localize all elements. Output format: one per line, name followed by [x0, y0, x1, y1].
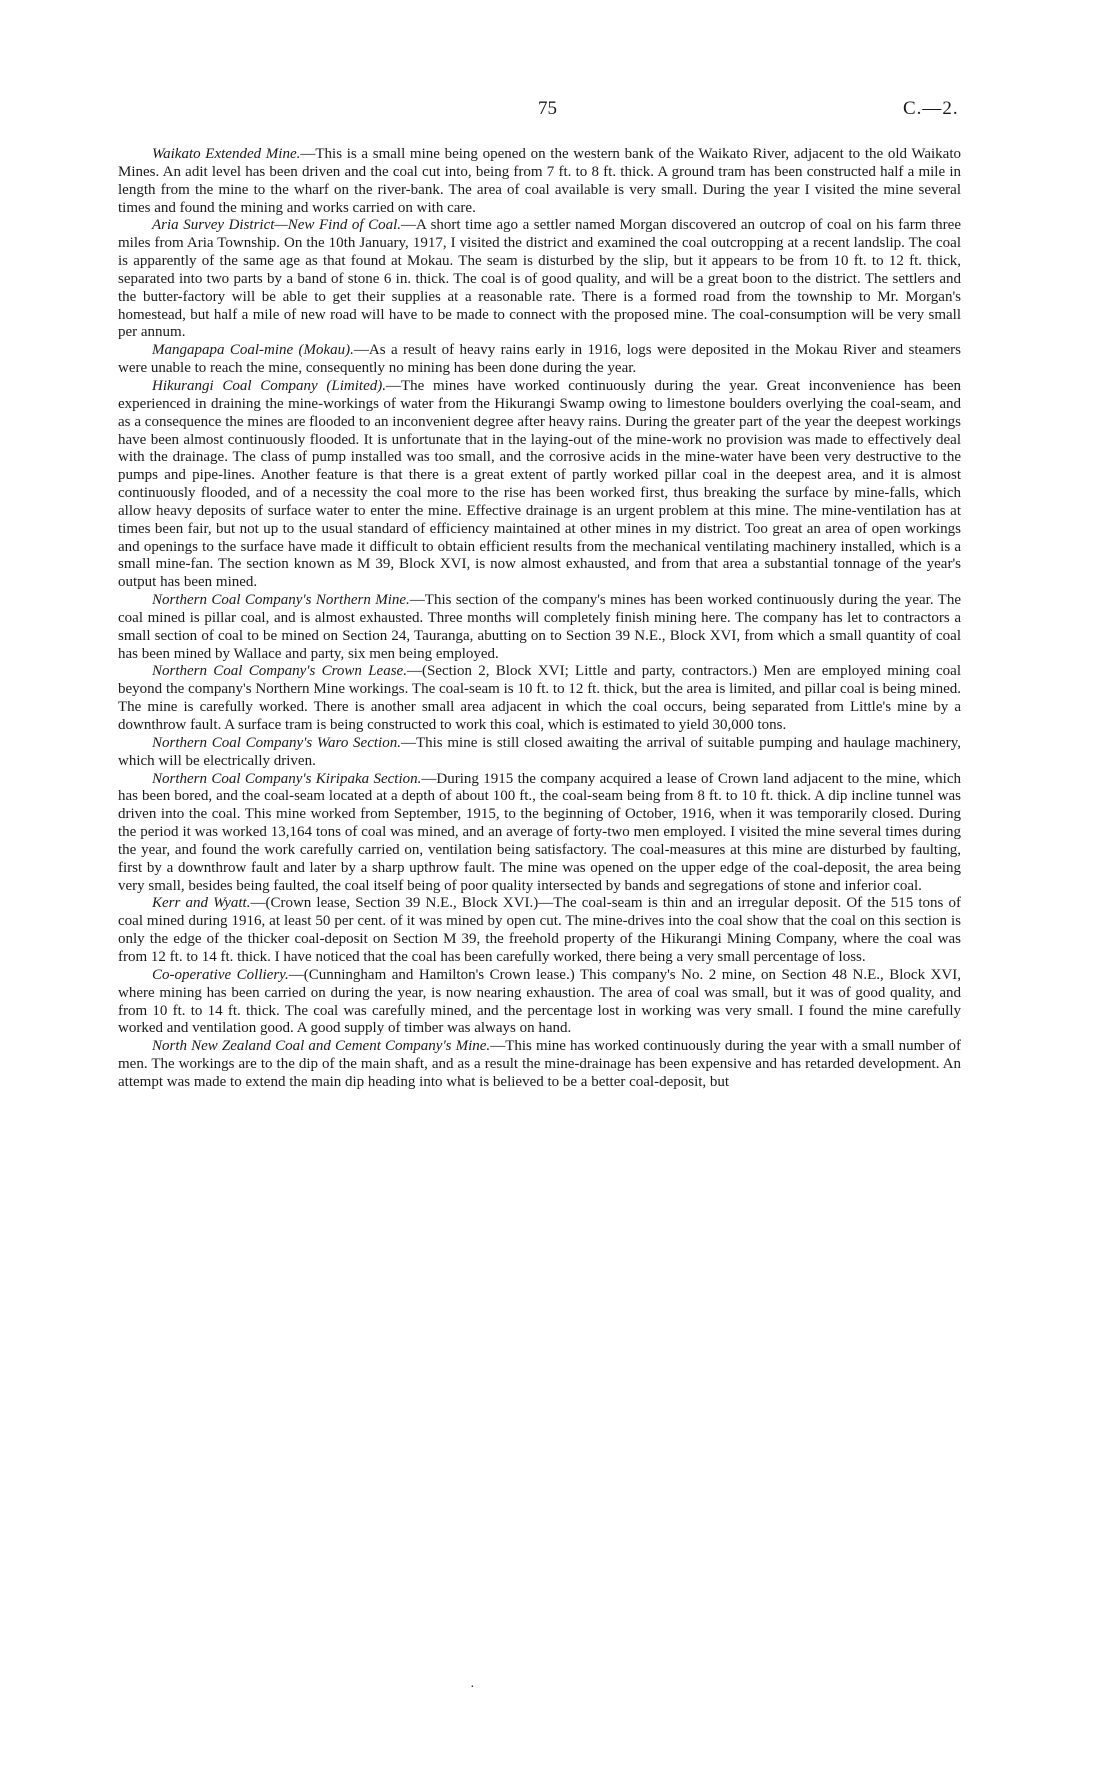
paragraph-aria-survey-district: [118, 217, 961, 342]
paragraph-text: —This section of the company's mines has been worked continuously during the year. The coal mined is pillar coal, and is almost exhausted. Three months will completely finish mining here. The company has let to contractors a small section of coal to be mined on Section 24, Tauranga, abutting on to Section 39 N.E., Block XVI, from which a small quantity of coal has been mined by Wallace and party, six men being employed.: [118, 592, 961, 662]
paragraph-text: —(Cunningham and Hamilton's Crown lease.) This company's No. 2 mine, on Section 48 N.E., Block XVI, where mining has been carried on during the year, is now nearing exhaustion. The area of coal was small, but it was of good quality, and from 10 ft. to 14 ft. thick. The coal was carefully mined, and the percentage lost in working was very small. I found the mine carefully worked and ventilation good. A good supply of timber was always on hand.: [118, 966, 961, 1037]
paragraph-heading: Aria Survey District—New Find of Coal.: [152, 217, 402, 234]
paragraph-heading: Waikato Extended Mine.: [152, 146, 301, 162]
document-reference: C.—2.: [903, 98, 959, 119]
paragraph-heading: Mangapapa Coal-mine (Mokau).: [152, 342, 354, 359]
paragraph-text: —This mine has worked continuously during the year with a small number of men. The workings are to the dip of the main shaft, and as a result the mine-drainage has been expensive and has retarded development. An attempt was made to extend the main dip heading into what is believed to be a better coal-deposit, but: [118, 1038, 962, 1090]
paragraph-text: —This is a small mine being opened on the western bank of the Waikato River, adjacent to the old Waikato Mines. An adit level has been driven and the coal cut into, being from 7 ft. to 8 ft. thick. A ground tram has been constructed half a mile in length from the mine to the wharf on the river-bank. The area of coal available is very small. During the year I visited the mine several times and found the mining and works carried on with care.: [118, 146, 962, 216]
paragraph-heading: North New Zealand Coal and Cement Company's Mine.: [152, 1038, 491, 1055]
paragraph-kerr-and-wyatt: [118, 895, 961, 966]
paragraph-text: —As a result of heavy rains early in 1916, logs were deposited in the Mokau River and steamers were unable to reach the mine, consequently no mining has been done during the year.: [118, 342, 961, 377]
paragraph-northern-mine: [118, 592, 961, 663]
paragraph-text: —This mine is still closed awaiting the arrival of suitable pumping and haulage machinery, which will be electrically driven.: [118, 734, 961, 769]
paragraph-heading: Co-operative Colliery.: [152, 966, 289, 983]
paragraph-heading: Northern Coal Company's Crown Lease.: [152, 663, 407, 680]
paragraph-heading: Kerr and Wyatt.: [152, 895, 251, 912]
body-text: [118, 146, 961, 1092]
paragraph-text: —A short time ago a settler named Morgan discovered an outcrop of coal on his farm three miles from Aria Township. On the 10th January, 1917, I visited the district and examined the coal outcropping at a recent landslip. The coal is apparently of the same age as that found at Mokau. The seam is disturbed by the slip, but it appears to be from 10 ft. to 12 ft. thick, separated into two parts by a band of stone 6 in. thick. The coal is of good quality, and will be a great boon to the district. The settlers and the butter-factory will be able to get their supplies at a reasonable rate. There is a formed road from the township to Mr. Morgan's homestead, but half a mile of new road will have to be made to connect with the proposed mine. The coal-consumption will be very small per annum.: [118, 217, 961, 341]
paragraph-heading: Hikurangi Coal Company (Limited).: [152, 377, 386, 394]
page-number: 75: [538, 98, 557, 119]
paragraph-text: —The mines have worked continuously during the year. Great inconvenience has been experienced in draining the mine-workings of water from the Hikurangi Swamp owing to limestone boulders overlying the coal-seam, and as a consequence the mines are flooded to an inconvenient degree after heavy rains. During the greater part of the year the deepest workings have been almost continuously flooded. It is unfortunate that in the laying-out of the mine-work no provision was made to effectively deal with the drainage. The class of pump installed was too small, and the corrosive acids in the mine-water have been very destructive to the pumps and pipe-lines. Another feature is that there is a great extent of partly worked pillar coal in the deepest area, and it is almost continuously flooded, and of a necessity the coal more to the rise has been worked first, thus breaking the surface by mine-falls, which allow heavy deposits of surface water to enter the mine. Effective drainage is an urgent problem at this mine. The mine-ventilation has at times been fair, but not up to the usual standard of efficiency maintained at other mines in my district. Too great an area of open workings and openings to the surface have made it difficult to obtain efficient results from the mechanical ventilating machinery installed, which is a small mine-fan. The section known as M 39, Block XVI, is now almost exhausted, and from that area a substantial tonnage of the year's output has been mined.: [118, 377, 961, 591]
paragraph-north-new-zealand-coal: [118, 1038, 961, 1092]
paragraph-kiripaka-section: [118, 771, 961, 896]
paragraph-waikato-extended-mine: [118, 146, 961, 217]
paragraph-waro-section: [118, 735, 961, 771]
paragraph-text: —(Section 2, Block XVI; Little and party, contractors.) Men are employed mining coal beyond the company's Northern Mine workings. The coal-seam is 10 ft. to 12 ft. thick, but the area is limited, and pillar coal is being mined. The mine is carefully worked. There is another small area adjacent in which the coal occurs, being separated from Little's mine by a downthrow fault. A surface tram is being constructed to work this coal, which is estimated to yield 30,000 tons.: [118, 663, 961, 733]
paragraph-heading: Northern Coal Company's Kiripaka Section.: [152, 770, 422, 787]
paragraph-heading: Northern Coal Company's Northern Mine.: [152, 592, 410, 609]
paragraph-text: —(Crown lease, Section 39 N.E., Block XVI.)—The coal-seam is thin and an irregular deposit. Of the 515 tons of coal mined during 1916, at least 50 per cent. of it was mined by open cut. The mine-drives into the coal show that the coal on this section is only the edge of the thicker coal-deposit on Section M 39, the freehold property of the Hikurangi Mining Company, where the coal was from 12 ft. to 14 ft. thick. I have noticed that the coal has been carefully worked, there being a very small percentage of loss.: [118, 895, 962, 965]
page-header: [0, 98, 1114, 124]
paragraph-hikurangi-coal-company: [118, 378, 961, 592]
paragraph-co-operative-colliery: [118, 967, 961, 1038]
paragraph-text: —During 1915 the company acquired a lease of Crown land adjacent to the mine, which has been bored, and the coal-seam located at a depth of about 100 ft., the coal-seam being from 8 ft. to 10 ft. thick. A dip incline tunnel was driven into the coal. This mine worked from September, 1915, to the beginning of October, 1916, when it was temporarily closed. During the period it was worked 13,164 tons of coal was mined, and an average of forty-two men employed. I visited the mine several times during the year, and found the work carefully carried on, ventilation being satisfactory. The coal-measures at this mine are disturbed by faulting, first by a downthrow fault and later by a sharp upthrow fault. The mine was opened on the upper edge of the coal-deposit, the area being very small, besides being faulted, the coal itself being of poor quality intersected by bands and segregations of stone and inferior coal.: [118, 770, 961, 894]
paragraph-crown-lease: [118, 663, 961, 734]
footer-mark: ·: [470, 1680, 475, 1695]
paragraph-heading: Northern Coal Company's Waro Section.: [152, 734, 401, 751]
paragraph-mangapapa-coal-mine: [118, 342, 961, 378]
